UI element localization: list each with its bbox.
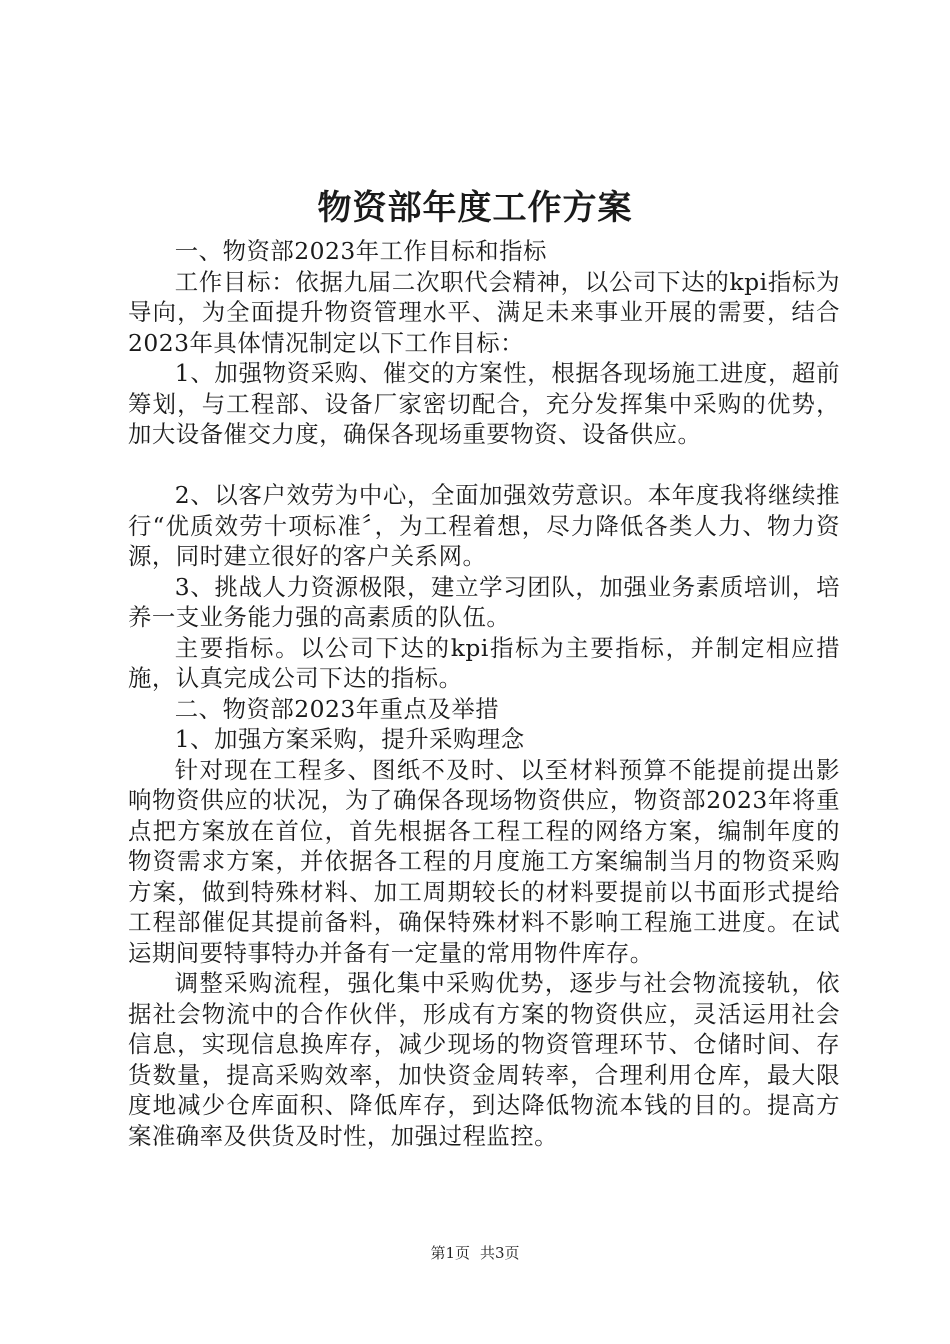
paragraph-procurement-process: 调整采购流程，强化集中采购优势，逐步与社会物流接轨，依据社会物流中的合作伙伴，形成有方案的物资供应，灵活运用社会信息，实现信息换库存，减少现场的物资管理环节、仓储时间、存货数量，提高采购效率，加快资金周转率，合理利用仓库，最大限度地减少仓库面积、降低库存，到达降低物流本钱的目的。提高方案准确率及供货及时性，加强过程监控。 [128, 969, 840, 1150]
section-heading-1: 一、物资部2023年工作目标和指标 [174, 237, 547, 265]
subheading-plan-procurement: 1、加强方案采购，提升采购理念 [174, 725, 525, 753]
paragraph-procurement-plan: 针对现在工程多、图纸不及时、以至材料预算不能提前提出影响物资供应的状况，为了确保各现场物资供应，物资部2023年将重点把方案放在首位，首先根据各工程工程的网络方案，编制年度的物资需求方案，并依据各工程的月度施工方案编制当月的物资采购方案，做到特殊材料、加工周期较长的材料要提前以书面形式提给工程部催促其提前备料，确保特殊材料不影响工程施工进度。在试运期间要特事特办并备有一定量的常用物件库存。 [128, 755, 840, 967]
document-body [128, 236, 840, 1151]
paragraph-work-goal: 工作目标：依据九届二次职代会精神，以公司下达的kpi指标为导向，为全面提升物资管理水平、满足未来事业开展的需要，结合2023年具体情况制定以下工作目标： [128, 267, 840, 357]
page-footer [0, 1243, 950, 1263]
page-number: 第1页 [430, 1244, 470, 1262]
paragraph-goal-1: 1、加强物资采购、催交的方案性，根据各现场施工进度，超前筹划，与工程部、设备厂家密切配合，充分发挥集中采购的优势，加大设备催交力度，确保各现场重要物资、设备供应。 [128, 359, 840, 448]
page-total: 共3页 [480, 1244, 520, 1262]
paragraph-goal-3: 3、挑战人力资源极限，建立学习团队，加强业务素质培训，培养一支业务能力强的高素质的队伍。 [128, 572, 840, 631]
paragraph-main-indicators: 主要指标。以公司下达的kpi指标为主要指标，并制定相应措施，认真完成公司下达的指标。 [128, 633, 840, 692]
paragraph-goal-2: 2、以客户效劳为中心，全面加强效劳意识。本年度我将继续推行“优质效劳十项标准〞，为工程着想，尽力降低各类人力、物力资源，同时建立很好的客户关系网。 [128, 481, 840, 570]
section-heading-2: 二、物资部2023年重点及举措 [174, 694, 500, 723]
document-title: 物资部年度工作方案 [317, 188, 633, 228]
